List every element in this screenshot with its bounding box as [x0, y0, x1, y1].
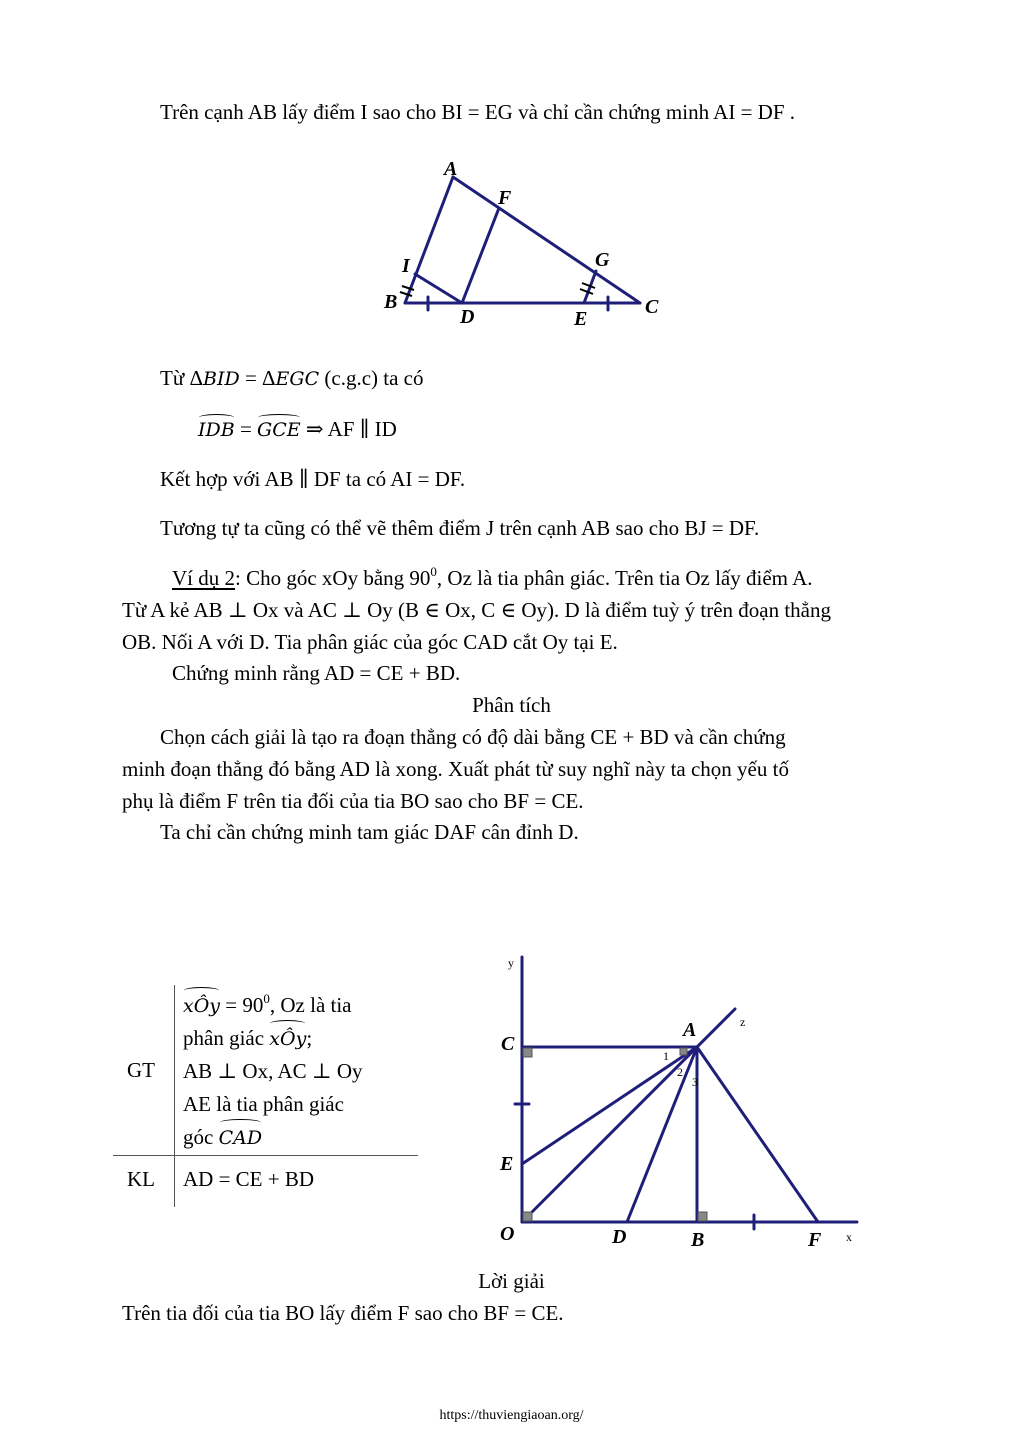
text-cgc: (c.g.c) ta có [319, 366, 424, 390]
math-bid: BID [202, 368, 240, 390]
angle-cad: CAD [219, 1122, 263, 1155]
label-angle-2: 2 [677, 1065, 683, 1079]
gt-text: = 90 [220, 993, 264, 1017]
angle-xoy: xÔy [269, 1023, 306, 1056]
label-x: x [846, 1230, 852, 1244]
right-angle-c [523, 1048, 532, 1057]
label-d: D [612, 1226, 627, 1248]
label-angle-1: 1 [663, 1049, 669, 1063]
footer-url[interactable]: https://thuviengiaoan.org/ [439, 1408, 584, 1423]
solution-title: Lời giải [478, 1269, 545, 1293]
math-egc: EGC [275, 368, 320, 390]
gt-text: , Oz là tia [269, 993, 352, 1017]
angle-gce: GCE [257, 419, 301, 441]
label-o: O [500, 1223, 515, 1245]
label-a: A [444, 158, 458, 180]
label-angle-3: 3 [692, 1075, 698, 1089]
label-i: I [402, 255, 410, 277]
label-e: E [500, 1153, 514, 1175]
text-parallel: ⇒ AF ∥ ID [300, 417, 397, 441]
label-c: C [501, 1033, 515, 1055]
line-similarly: Tương tự ta cũng có thể vẽ thêm điểm J trên cạnh AB sao cho BJ = DF. [160, 516, 760, 540]
gt-line4: AE là tia phân giác [183, 1092, 344, 1116]
paragraph-intro: Trên cạnh AB lấy điểm I sao cho BI = EG và chỉ cần chứng minh AI = DF . [160, 100, 796, 124]
segment-ad [627, 1047, 697, 1222]
gt-line3: AB ⊥ Ox, AC ⊥ Oy [183, 1059, 363, 1083]
analysis-line4: Ta chỉ cần chứng minh tam giác DAF cân đỉnh D. [160, 820, 579, 844]
gt-label: GT [127, 1058, 155, 1082]
label-f: F [498, 187, 512, 209]
label-f: F [808, 1229, 822, 1251]
example2-label: Ví dụ 2 [172, 566, 235, 590]
degree-sup: 0 [263, 991, 270, 1006]
delta-symbol: Δ [189, 366, 203, 390]
delta-symbol: Δ [262, 366, 276, 390]
label-a: A [683, 1019, 697, 1041]
angle-mark-a [680, 1048, 687, 1055]
angle-idb: IDB [198, 419, 235, 441]
label-b: B [384, 291, 398, 313]
eq-sign: = [239, 366, 263, 390]
example2-line4: Chứng minh rằng AD = CE + BD. [172, 661, 461, 685]
analysis-title: Phân tích [472, 693, 551, 717]
analysis-line2: minh đoạn thẳng đó bằng AD là xong. Xuất phát từ suy nghĩ này ta chọn yếu tố [122, 757, 789, 781]
text-tu: Từ [160, 366, 190, 390]
kl-content: AD = CE + BD [183, 1167, 315, 1191]
label-c: C [645, 296, 659, 318]
gt-text: ; [306, 1026, 313, 1050]
label-e: E [574, 308, 588, 330]
right-angle-o [523, 1212, 532, 1221]
line-combine: Kết hợp với AB ∥ DF ta có AI = DF. [160, 467, 466, 491]
label-y: y [508, 956, 514, 970]
label-z: z [740, 1015, 746, 1029]
degree-sup: 0 [430, 564, 437, 579]
ray-oz [522, 1009, 735, 1222]
angle-xoy: xÔy [183, 990, 220, 1023]
label-g: G [595, 249, 610, 271]
kl-label: KL [127, 1167, 155, 1191]
example2-text: , Oz là tia phân giác. Trên tia Oz lấy điểm A. [436, 566, 813, 590]
eq-sign: = [234, 417, 258, 441]
example2-line3: OB. Nối A với D. Tia phân giác của góc CAD cắt Oy tại E. [122, 630, 618, 654]
example2-text: : Cho góc xOy bằng 90 [235, 566, 431, 590]
segment-af [697, 1047, 818, 1222]
segment-ae [522, 1047, 697, 1164]
gt-text: góc [183, 1125, 219, 1149]
gt-text: phân giác [183, 1026, 270, 1050]
example2-line2: Từ A kẻ AB ⊥ Ox và AC ⊥ Oy (B ∈ Ox, C ∈ Oy). D là điểm tuỳ ý trên đoạn thẳng [122, 598, 831, 622]
label-d: D [460, 306, 475, 328]
right-angle-b [698, 1212, 707, 1221]
analysis-line1: Chọn cách giải là tạo ra đoạn thẳng có độ dài bằng CE + BD và cần chứng [160, 725, 786, 749]
label-b: B [691, 1229, 705, 1251]
analysis-line3: phụ là điểm F trên tia đối của tia BO sao cho BF = CE. [122, 789, 584, 813]
solution-line1: Trên tia đối của tia BO lấy điểm F sao cho BF = CE. [122, 1301, 564, 1325]
